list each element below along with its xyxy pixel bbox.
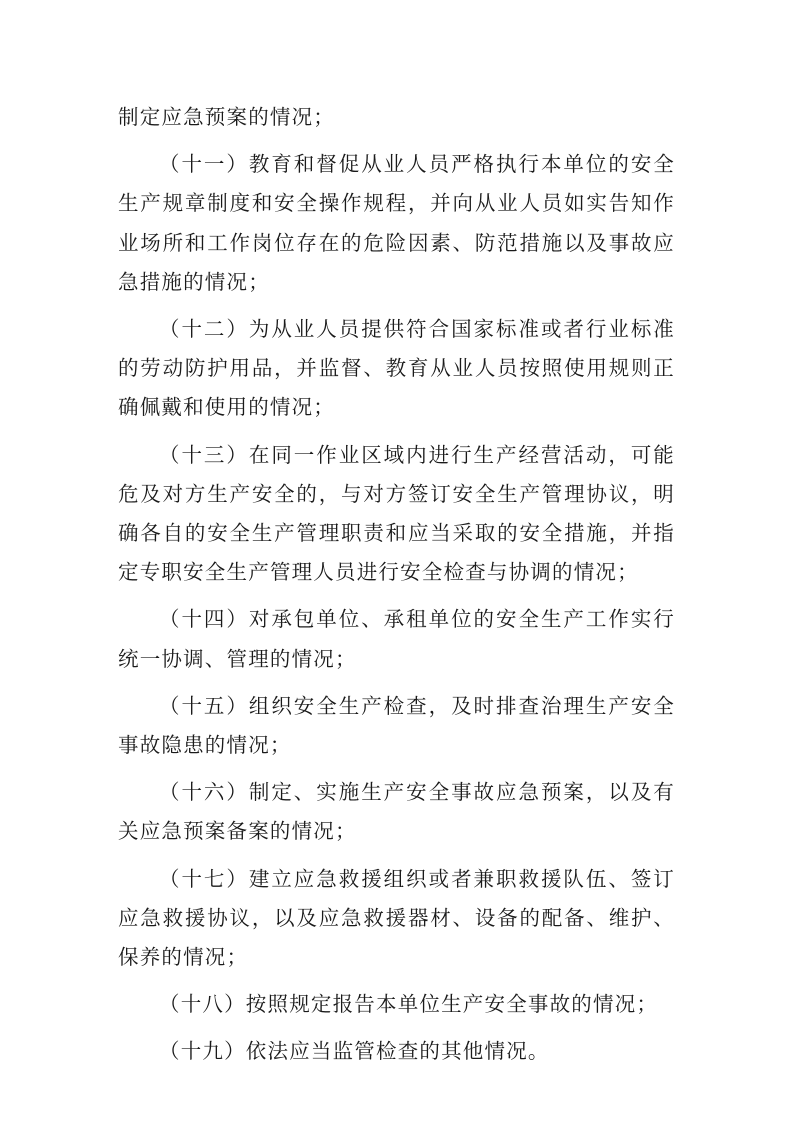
paragraph-item-18: （十八）按照规定报告本单位生产安全事故的情况；	[159, 992, 659, 1017]
paragraph-item-14: （十四）对承包单位、承租单位的安全生产工作实行统一协调、管理的情况；	[118, 607, 675, 671]
paragraph-item-12: （十二）为从业人员提供符合国家标准或者行业标准的劳动防护用品，并监督、教育从业人员按照使用规则正确佩戴和使用的情况；	[118, 317, 675, 420]
paragraph-item-17: （十七）建立应急救援组织或者兼职救援队伍、签订应急救援协议，以及应急救援器材、设备的配备、维护、保养的情况；	[118, 866, 675, 970]
paragraph-item-16: （十六）制定、实施生产安全事故应急预案，以及有关应急预案备案的情况；	[118, 780, 675, 844]
paragraph-item-15: （十五）组织安全生产检查，及时排查治理生产安全事故隐患的情况；	[118, 693, 675, 758]
paragraph-item-11: （十一）教育和督促从业人员严格执行本单位的安全生产规章制度和安全操作规程，并向从业人员如实告知作业场所和工作岗位存在的危险因素、防范措施以及事故应急措施的情况；	[118, 152, 675, 294]
paragraph-item-13: （十三）在同一作业区域内进行生产经营活动，可能危及对方生产安全的，与对方签订安全生产管理协议，明确各自的安全生产管理职责和应当采取的安全措施，并指定专职安全生产管理人员进行安全检查与协调的情况；	[118, 442, 675, 585]
paragraph-continuation: 制定应急预案的情况；	[118, 105, 335, 129]
paragraph-item-19: （十九）依法应当监管检查的其他情况。	[159, 1039, 550, 1064]
